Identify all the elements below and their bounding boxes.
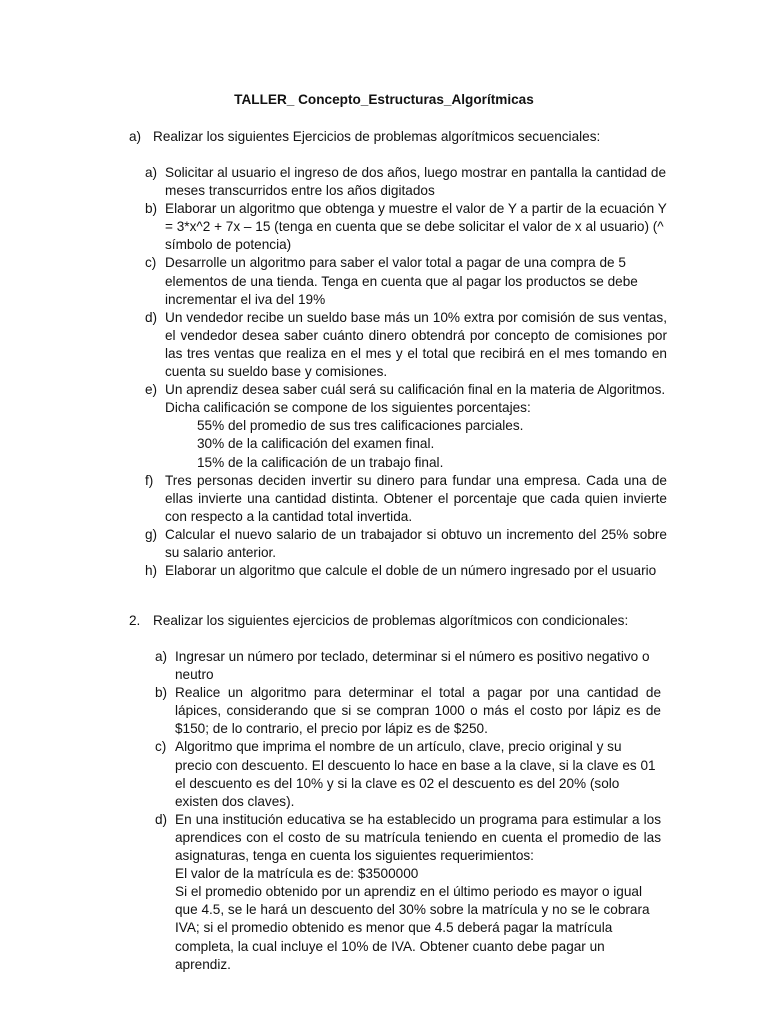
list-item <box>155 811 661 974</box>
item-marker: d) <box>155 811 168 827</box>
section-1-list <box>145 164 667 580</box>
section-marker: 2. <box>129 613 141 628</box>
list-item <box>155 684 661 738</box>
document-title: TALLER_ Concepto_Estructuras_Algorítmicas <box>234 92 534 107</box>
item-marker: c) <box>145 255 157 271</box>
section-1-heading <box>129 128 689 146</box>
list-item <box>145 254 667 308</box>
list-item <box>145 526 667 562</box>
list-item <box>145 309 667 381</box>
section-2-heading <box>129 612 689 630</box>
item-marker: b) <box>155 685 168 701</box>
item-text: Elaborar un algoritmo que obtenga y muestre el valor de Y a partir de la ecuación Y = 3*x^2 + 7x – 15 (tenga en cuenta que se debe solicitar el valor de x al usuario) (^ símbolo de potencia) <box>165 201 667 253</box>
item-text: Solicitar al usuario el ingreso de dos años, luego mostrar en pantalla la cantidad de meses transcurridos entre los años digitados <box>165 165 667 199</box>
list-item <box>145 381 667 471</box>
item-marker: g) <box>145 526 158 542</box>
item-extra-line: El valor de la matrícula es de: $3500000 <box>175 866 419 882</box>
item-text: Elaborar un algoritmo que calcule el doble de un número ingresado por el usuario <box>165 563 657 579</box>
item-marker: h) <box>145 563 158 579</box>
sub-item: 30% de la calificación del examen final. <box>197 436 435 452</box>
item-marker: d) <box>145 309 158 325</box>
item-text: En una institución educativa se ha establecido un programa para estimular a los aprendices con el costo de su matrícula teniendo en cuenta el promedio de las asignaturas, tenga en cuenta los siguientes requerimientos: <box>175 811 661 864</box>
item-text: Un aprendiz desea saber cuál será su calificación final en la materia de Algoritmos. Dicha calificación se compone de los siguientes porcentajes: <box>165 382 666 416</box>
item-text: Desarrolle un algoritmo para saber el valor total a pagar de una compra de 5 elementos de una tienda. Tenga en cuenta que al pagar los productos se debe incrementar el iva del 19% <box>165 255 638 307</box>
item-marker: a) <box>145 165 158 180</box>
item-text: Un vendedor recibe un sueldo base más un 10% extra por comisión de sus ventas, el vendedor desea saber cuánto dinero obtendrá por concepto de comisiones por las tres ventas que realiza en el mes y el total que recibirá en el mes tomando en cuenta su sueldo base y comisiones. <box>165 309 667 380</box>
item-marker: b) <box>145 201 158 217</box>
item-marker: f) <box>145 472 154 488</box>
sub-item: 55% del promedio de sus tres calificaciones parciales. <box>197 418 524 434</box>
list-item <box>145 472 667 526</box>
item-text: Calcular el nuevo salario de un trabajador si obtuvo un incremento del 25% sobre su salario anterior. <box>165 526 667 560</box>
section-heading-text: Realizar los siguientes Ejercicios de problemas algorítmicos secuenciales: <box>153 129 601 144</box>
item-marker: e) <box>145 382 158 398</box>
list-item <box>145 200 667 254</box>
section-marker: a) <box>129 129 142 144</box>
item-text: Algoritmo que imprima el nombre de un artículo, clave, precio original y su precio con descuento. El descuento lo hace en base a la clave, si la clave es 01 el descuento es del 10% y si la clave es 02 el descuento es del 20% (solo existen dos claves). <box>175 739 656 809</box>
section-heading-text: Realizar los siguientes ejercicios de problemas algorítmicos con condicionales: <box>153 613 629 628</box>
item-text: Realice un algoritmo para determinar el total a pagar por una cantidad de lápices, considerando que si se compran 1000 o más el costo por lápiz es de $150; de lo contrario, el precio por lápiz es de $250. <box>175 685 661 737</box>
list-item <box>145 562 667 580</box>
item-text: Ingresar un número por teclado, determinar si el número es positivo negativo o neutro <box>175 649 650 683</box>
list-item <box>155 738 661 810</box>
sub-item: 15% de la calificación de un trabajo final. <box>197 454 444 470</box>
item-extra-paragraph: Si el promedio obtenido por un aprendiz en el último periodo es mayor o igual que 4.5, se le hará un descuento del 30% sobre la matrícula y no se le cobrara IVA; si el promedio obtenido es menor que 4.5 deberá pagar la matrícula completa, la cual incluye el 10% de IVA. Obtener cuanto debe pagar un aprendiz. <box>175 884 650 972</box>
item-text: Tres personas deciden invertir su dinero para fundar una empresa. Cada una de ellas invierte una cantidad distinta. Obtener el porcentaje que cada quien invierte con respecto a la cantidad total invertida. <box>165 472 667 524</box>
list-item <box>155 648 661 684</box>
item-marker: a) <box>155 649 168 664</box>
item-marker: c) <box>155 739 167 755</box>
list-item <box>145 164 667 200</box>
section-2-list <box>155 648 661 974</box>
